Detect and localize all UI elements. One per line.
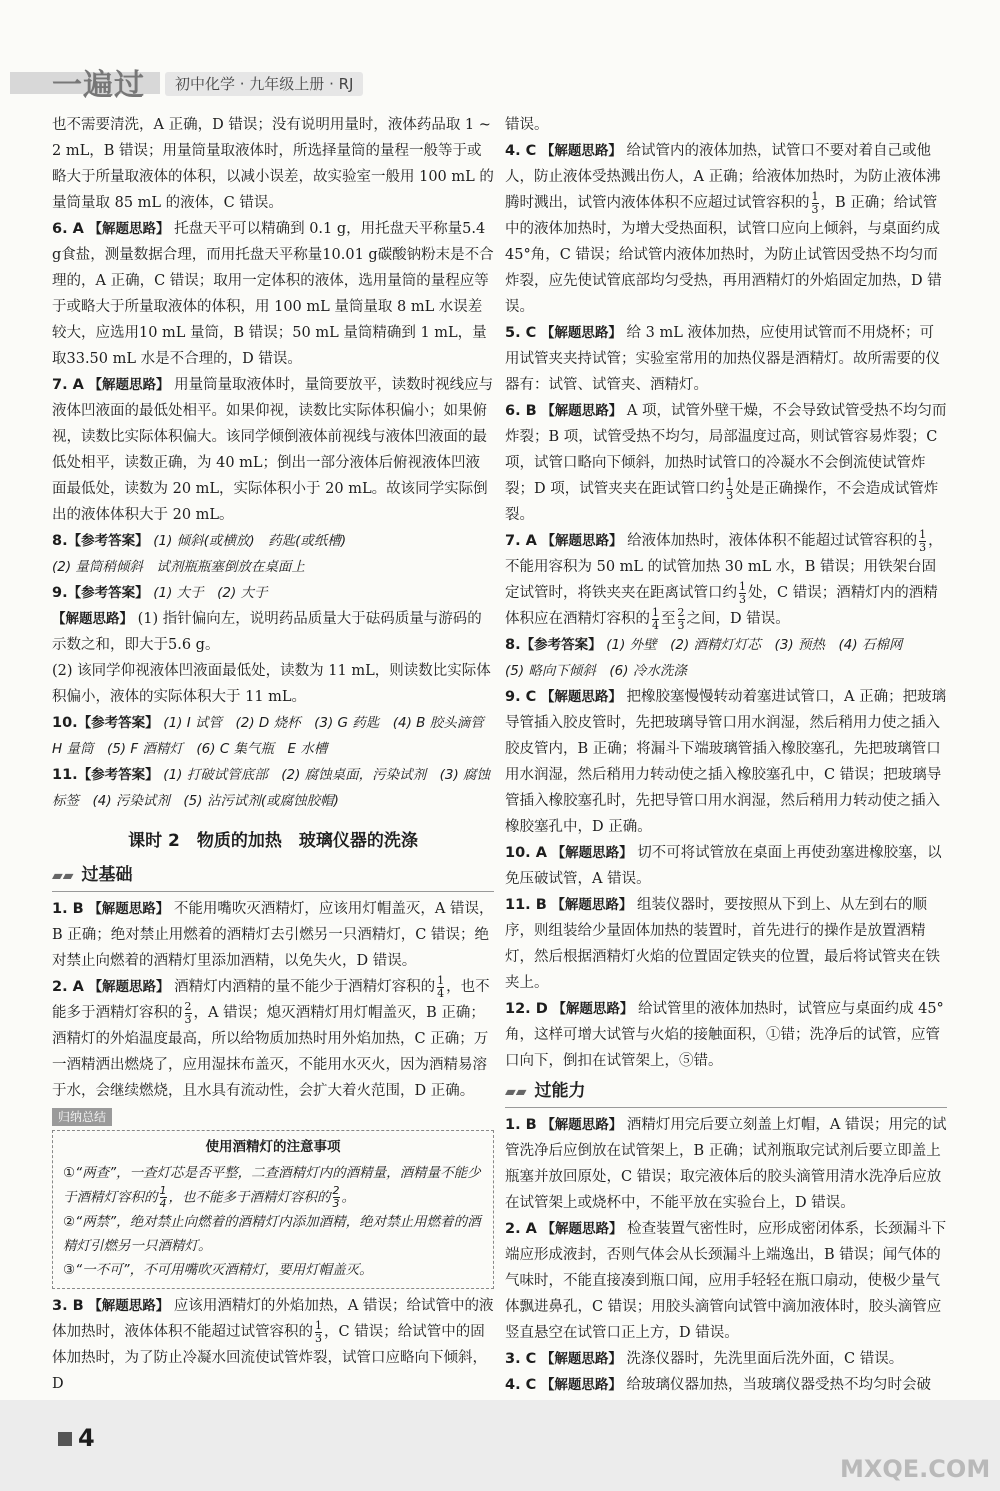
answer-item (505, 632, 947, 684)
answer-text: ，C 错误；给试管中的固体加热时，为了防止冷凝水回流使试管炸裂，试管口应略向下倾斜，D (52, 1324, 487, 1392)
answer-text: 把橡胶塞慢慢转动着塞进试管口，A 正确；把玻璃导管插入胶皮管时，先把玻璃导管口用水润湿，然后稍用力使之插入胶皮管内，B 正确；将漏斗下端玻璃管插入橡胶塞孔，先把玻璃管口用水润湿，然后稍用力转动使之插入橡胶塞孔中，C 错误；把玻璃导管插入橡胶塞孔时，先把导管口用水润湿，然后稍用力转动使之插入橡胶塞孔中，D 正确。 (505, 689, 947, 835)
answer-tag: 【参考答案】 (520, 637, 602, 653)
fraction: $\frac{1}{3}$ (726, 475, 734, 502)
answer-item (505, 398, 947, 528)
answer-item (52, 216, 494, 372)
fraction: $\frac{1}{3}$ (315, 1318, 322, 1345)
answer-text: 洗涤仪器时，先洗里面后洗外面，C 错误。 (626, 1351, 904, 1367)
answer-text: ，A 错误；熄灭酒精灯用灯帽盖灭，B 正确；酒精灯的外焰温度最高，所以给物质加热时用外焰加热，C 正确；万一酒精洒出燃烧了，应用湿抹布盖灭，不能用水灭火，因为酒精易溶于水，会继续燃烧，且水具有流动性，会扩大着火范围，D 正确。 (52, 1005, 489, 1099)
watermark-site: MXQE.COM (840, 1455, 991, 1483)
summary-line: ①“两查”，一查灯芯是否平整，二查酒精灯内的酒精量，酒精量不能少于酒精灯容积的 $\frac{1}{4}$ ，也不能多于酒精灯容积的 $\frac{2}{3}$ 。 (63, 1165, 481, 1210)
answer-text: 检查装置气密性时，应形成密闭体系，长颈漏斗下端应形成液封，否则气体会从长颈漏斗上端逸出，B 错误；闻气体的气味时，不能直接凑到瓶口闻，应用手轻轻在瓶口扇动，使极少量气体飘进鼻孔，C 错误；用胶头滴管向试管中滴加液体时，胶头滴管应竖直悬空在试管口正上方，D 错误。 (505, 1221, 947, 1341)
answer-item (52, 762, 494, 814)
question-number: 6. B (505, 403, 537, 419)
section-mark-icon: ▰▰ (505, 1084, 527, 1100)
page-number: 4 (58, 1424, 95, 1452)
section-heading (505, 1078, 947, 1108)
answer-text: 给液体加热时，液体体积不能超过试管容积的 (627, 533, 918, 549)
question-number: 8. (505, 637, 521, 653)
question-number: 2. A (505, 1221, 537, 1237)
fraction: $\frac{1}{3}$ (919, 527, 927, 554)
answer-item (52, 528, 494, 580)
answer-tag: 【解题思路】 (540, 1351, 622, 1367)
answer-item (505, 1112, 947, 1216)
page-square-icon (58, 1432, 72, 1446)
question-number: 3. B (52, 1298, 84, 1314)
answer-text: ，也不能多于酒精灯容积的 (52, 979, 490, 1021)
answer-tag: 【解题思路】 (551, 845, 633, 861)
answer-tag: 【解题思路】 (541, 1117, 623, 1133)
answer-tag: 【解题思路】 (541, 1221, 623, 1237)
answer-text: (1) 外壁 (2) 酒精灯灯芯 (3) 预热 (4) 石棉网 (606, 637, 903, 653)
fraction: $\frac{2}{3}$ (332, 1184, 340, 1210)
fraction: $\frac{1}{3}$ (811, 189, 819, 216)
section-heading (52, 862, 494, 892)
answer-tag: 【参考答案】 (77, 767, 159, 783)
answer-text: 给试管内的液体加热，试管口不要对着自己或他人，防止液体受热溅出伤人，A 正确；给液体加热时，为防止液体沸腾时溅出，试管内液体体积不应超过试管容积的 (505, 143, 941, 211)
answer-item (505, 840, 947, 892)
answer-item (52, 896, 494, 974)
answer-item (52, 1293, 494, 1397)
question-number: 1. B (52, 901, 84, 917)
answer-text: 处，C 错误；酒精灯内的酒精体积应在酒精灯容积的 (505, 585, 938, 627)
fraction: $\frac{1}{4}$ (159, 1184, 167, 1210)
answer-tag: 【解题思路】 (88, 1298, 170, 1314)
section-title: 过能力 (534, 1081, 586, 1101)
answer-tag: 【解题思路】 (541, 533, 623, 549)
fraction: $\frac{1}{4}$ (437, 973, 445, 1000)
paragraph: 也不需要清洗，A 正确，D 错误；没有说明用量时，液体药品取 1 ~ 2 mL，B 错误；用量筒量取液体时，所选择量筒的量程一般等于或略大于所量取液体的体积，以减小误差，故实验室一般用 100 mL 的量筒量取 85 mL 的液体，C 错误。 (52, 117, 494, 211)
fraction: $\frac{1}{4}$ (652, 605, 659, 632)
page-header (0, 0, 1000, 110)
series-label: 初中化学 · 九年级上册 · RJ (165, 72, 363, 96)
answer-text: 酒精灯用完后要立刻盖上灯帽，A 错误；用完的试管洗净后应倒放在试管架上，B 正确；试剂瓶取完试剂后要立即盖上瓶塞并放回原处，C 错误；取完液体后的胶头滴管用清水洗净后应放在试管架上或烧杯中，不能平放在实验台上，D 错误。 (505, 1117, 947, 1211)
question-number: 4. C (505, 143, 537, 159)
fraction: $\frac{2}{3}$ (184, 999, 192, 1026)
answer-item (505, 1216, 947, 1346)
question-number: 3. C (505, 1351, 537, 1367)
answer-item: 7. A 【解题思路】 给液体加热时，液体体积不能超过试管容积的 $\frac{1}{3}$ ，不能用容积为 50 mL 的试管加热 30 mL 水，B 错误；用铁架台固定试管时，将铁夹夹在距离试管口约 $\frac{1}{3}$ 处，C 错误；酒精灯内的酒精体积应在酒精灯容积的 $\frac{1}{4}$ 至 $\frac{2}{3}$ 之间，D 错误。 (505, 527, 943, 632)
answer-text: 处是正确操作，不会造成试管炸裂。 (505, 481, 939, 523)
question-number: 9. (52, 585, 68, 601)
right-column (505, 112, 947, 1476)
answer-text: (1) 指针偏向左，说明药品质量大于砝码质量与游码的示数之和，即大于5.6 g。 (52, 611, 482, 653)
lesson-title: 课时 2 物质的加热 玻璃仪器的洗涤 (128, 831, 418, 851)
fraction: $\frac{2}{3}$ (677, 605, 685, 632)
answer-item (505, 892, 947, 996)
summary-line: ②“两禁”，绝对禁止向燃着的酒精灯内添加酒精，绝对禁止用燃着的酒精灯引燃另一只酒精灯。 (63, 1214, 481, 1254)
question-number: 10. A (505, 845, 547, 861)
brand-logo: 一遍过 (52, 68, 145, 103)
answer-text: 应该用酒精灯的外焰加热，A 错误；给试管中的液体加热时，液体体积不能超过试管容积的 (52, 1298, 494, 1340)
answer-text: H 量筒 (5) F 酒精灯 (6) C 集气瓶 E 水槽 (52, 741, 328, 757)
answer-item (52, 580, 494, 710)
answer-tag: 【解题思路】 (541, 403, 623, 419)
answer-item (505, 320, 947, 398)
answer-text: 托盘天平可以精确到 0.1 g，用托盘天平称量5.4 g食盐，测量数据合理，而用托盘天平称量10.01 g碳酸钠粉末是不合理的，A 正确，C 错误；取用一定体积的液体，选用量筒的量程应等于或略大于所量取液体的体积，用 100 mL 量筒量取 8 mL 水误差较大，应选用10 mL 量筒，B 错误；50 mL 量筒精确到 1 mL，量取33.50 mL 水是不合理的，D 错误。 (52, 221, 494, 367)
question-number: 6. A (52, 221, 84, 237)
answer-tag: 【解题思路】 (540, 325, 622, 341)
answer-text: 给 3 mL 液体加热，应使用试管而不用烧杯；可用试管夹夹持试管；实验室常用的加热仪器是酒精灯。故所需要的仪器有：试管、试管夹、酒精灯。 (505, 325, 940, 393)
answer-tag: 【参考答案】 (77, 715, 159, 731)
answer-tag: 【参考答案】 (67, 533, 149, 549)
left-column (52, 112, 494, 1397)
answer-tag: 【解题思路】 (88, 979, 170, 995)
question-number: 4. C (505, 1377, 537, 1393)
question-number: 11. (52, 767, 78, 783)
answer-item (505, 996, 947, 1074)
answer-text: 给试管里的液体加热时，试管应与桌面约成 45°角，这样可增大试管与火焰的接触面积，①错；洗净后的试管，应管口向下，倒扣在试管架上，⑤错。 (505, 1001, 944, 1069)
answer-text: 切不可将试管放在桌面上再使劲塞进橡胶塞，以免压破试管，A 错误。 (505, 845, 942, 887)
summary-box (52, 1130, 494, 1289)
answer-item (52, 372, 494, 528)
answer-text: ，不能用容积为 50 mL 的试管加热 30 mL 水，B 错误；用铁架台固定试管时，将铁夹夹在距离试管口约 (505, 533, 943, 601)
fraction: $\frac{1}{3}$ (739, 579, 746, 606)
answer-tag: 【解题思路】 (551, 897, 633, 913)
answer-tag: 【解题思路】 (540, 689, 622, 705)
question-number: 7. A (52, 377, 84, 393)
paragraph: 错误。 (505, 117, 549, 133)
section-mark-icon: ▰▰ (52, 868, 74, 884)
question-number: 5. C (505, 325, 537, 341)
answer-tag: 【解题思路】 (540, 143, 622, 159)
answer-text: (1) I 试管 (2) D 烧杯 (3) G 药匙 (4) B 胶头滴管 (163, 715, 484, 731)
answer-text: (1) 打破试管底部 (2) 腐蚀桌面，污染试剂 (3) 腐蚀标签 (4) 污染试剂 (5) 沾污试剂(或腐蚀胶帽) (52, 767, 491, 809)
question-number: 10. (52, 715, 78, 731)
answer-text: (5) 略向下倾斜 (6) 冷水洗涤 (505, 663, 687, 679)
question-number: 12. D (505, 1001, 548, 1017)
answer-text: (1) 大于 (2) 大于 (153, 585, 268, 601)
summary-title: 使用酒精灯的注意事项 (205, 1139, 341, 1155)
answer-tag: 【解题思路】 (540, 1377, 622, 1393)
answer-tag: 【解题思路】 (88, 901, 170, 917)
section-title: 过基础 (81, 865, 133, 885)
answer-item (505, 684, 947, 840)
answer-text: ，B 正确；给试管中的液体加热时，为增大受热面积，试管口应向上倾斜，与桌面约成 45°角，C 错误；给试管内液体加热时，为防止试管因受热不均匀而炸裂，应先使试管底部均匀受热，再用酒精灯的外焰固定加热，D 错误。 (505, 195, 942, 315)
answer-tag: 【解题思路】 (88, 377, 170, 393)
answer-text: 之间，D 错误。 (686, 611, 790, 627)
answer-item (505, 138, 947, 320)
answer-tag: 【解题思路】 (52, 611, 133, 627)
answer-text: (2) 量筒稍倾斜 试剂瓶瓶塞倒放在桌面上 (52, 559, 305, 575)
answer-text: 用量筒量取液体时，量筒要放平，读数时视线应与液体凹液面的最低处相平。如果仰视，读数比实际体积偏小；如果俯视，读数比实际体积偏大。该同学倾倒液体前视线与液体凹液面的最低处相平，读数正确，为 40 mL；倒出一部分液体后俯视液体凹液面最低处，读数为 20 mL，实际体积小于 20 mL。故该同学实际倒出的液体体积大于 20 mL。 (52, 377, 494, 523)
question-number: 2. A (52, 979, 84, 995)
answer-tag: 【参考答案】 (67, 585, 149, 601)
answer-item (52, 974, 494, 1104)
summary-label: 归纳总结 (52, 1108, 112, 1126)
answer-text: A 项，试管外壁干燥，不会导致试管受热不均匀而炸裂；B 项，试管受热不均匀，局部温度过高，则试管容易炸裂；C 项，试管口略向下倾斜，加热时试管口的冷凝水不会倒流使试管炸裂；D 项，试管夹夹在距试管口约 (505, 403, 947, 497)
summary-line: ③“一不可”，不可用嘴吹灭酒精灯，要用灯帽盖灭。 (63, 1262, 373, 1278)
answer-text: 不能用嘴吹灭酒精灯，应该用灯帽盖灭，A 错误，B 正确；绝对禁止用燃着的酒精灯去引燃另一只酒精灯，C 错误；绝对禁止向燃着的酒精灯里添加酒精，以免失火，D 错误。 (52, 901, 494, 969)
answer-item (52, 710, 494, 762)
question-number: 9. C (505, 689, 537, 705)
question-number: 7. A (505, 533, 537, 549)
question-number: 11. B (505, 897, 547, 913)
answer-text: (2) 该同学仰视液体凹液面最低处，读数为 11 mL，则读数比实际体积偏小，液体的实际体积大于 11 mL。 (52, 663, 491, 705)
question-number: 8. (52, 533, 68, 549)
answer-tag: 【解题思路】 (88, 221, 170, 237)
answer-text: 给玻璃仪器加热，当玻璃仪器受热不均匀时会破 (626, 1377, 932, 1393)
answer-text: 酒精灯内酒精的量不能少于酒精灯容积的 (174, 979, 436, 995)
answer-text: (1) 倾斜(或横放) 药匙(或纸槽) (153, 533, 347, 549)
answer-tag: 【解题思路】 (552, 1001, 634, 1017)
answer-item (505, 1346, 947, 1372)
question-number: 1. B (505, 1117, 537, 1133)
answer-text: 组装仪器时，要按照从下到上、从左到右的顺序，则组装给少量固体加热的装置时，首先进行的操作是放置酒精灯，然后根据酒精灯火焰的位置固定铁夹的位置，最后将试管夹在铁夹上。 (505, 897, 940, 991)
